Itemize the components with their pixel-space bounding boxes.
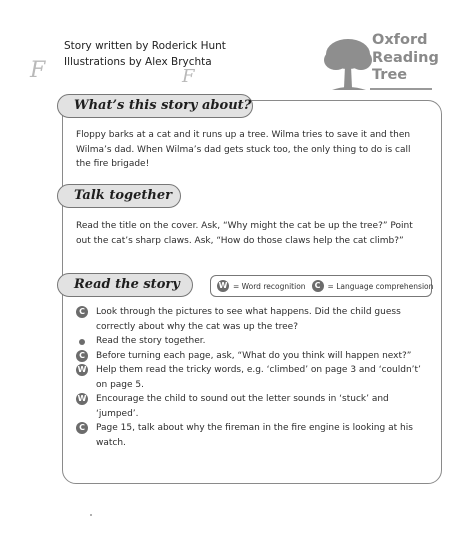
reading-steps-list [76, 305, 426, 450]
list-item [76, 392, 426, 421]
list-item [76, 305, 426, 334]
language-comprehension-icon: C [76, 306, 88, 318]
list-item [76, 421, 426, 450]
oxford-reading-tree-logo [372, 32, 439, 85]
about-heading: What’s this story about? [57, 94, 253, 118]
list-item [76, 349, 426, 364]
about-text: Floppy barks at a cat and it runs up a tree. Wilma tries to save it and then Wilma’s dad. When Wilma’s dad gets stuck too, the only thing to do is call the fire brigade! [76, 130, 411, 169]
list-item-text: Page 15, talk about why the fireman in the fire engine is looking at his watch. [96, 423, 413, 448]
bullet-dot-icon [79, 339, 85, 345]
handwritten-mark: F [182, 66, 195, 87]
word-recognition-icon: W [77, 365, 87, 374]
list-item-text: Encourage the child to sound out the letter sounds in ‘stuck’ and ‘jumped’. [96, 394, 389, 419]
logo-line: Reading [372, 49, 439, 66]
handwritten-mark: F [30, 58, 46, 83]
list-item-text: Before turning each page, ask, “What do you think will happen next?” [96, 350, 412, 361]
language-comprehension-icon: C [76, 422, 88, 434]
read-heading: Read the story [57, 273, 193, 297]
language-comprehension-icon: C [76, 350, 88, 362]
word-recognition-icon: W [77, 394, 87, 403]
logo-line: Tree [372, 67, 408, 83]
marker-key [210, 275, 432, 297]
logo-underline [370, 88, 432, 90]
list-item-text: Look through the pictures to see what happens. Did the child guess correctly about why the cat was up the tree? [96, 307, 401, 332]
talk-heading: Talk together [57, 184, 181, 208]
author-credit: Story written by Roderick Hunt [64, 40, 226, 52]
word-recognition-icon: W [218, 281, 228, 290]
print-speck [90, 514, 92, 516]
list-item-text: Read the story together. [96, 336, 206, 346]
language-comprehension-icon: C [312, 280, 324, 292]
list-item-text: Help them read the tricky words, e.g. ‘climbed’ on page 3 and ‘couldn’t’ on page 5. [96, 365, 421, 390]
talk-text: Read the title on the cover. Ask, “Why might the cat be up the tree?” Point out the cat’s sharp claws. Ask, “How do those claws help the cat climb?” [76, 221, 413, 246]
logo-line: Oxford [372, 32, 428, 48]
credits [64, 38, 226, 70]
language-comprehension-label: = Language comprehension [327, 281, 434, 291]
list-item [76, 363, 426, 392]
list-item [76, 334, 426, 349]
illustrator-credit: Illustrations by Alex Brychta [64, 56, 212, 68]
word-recognition-label: = Word recognition [233, 281, 306, 291]
